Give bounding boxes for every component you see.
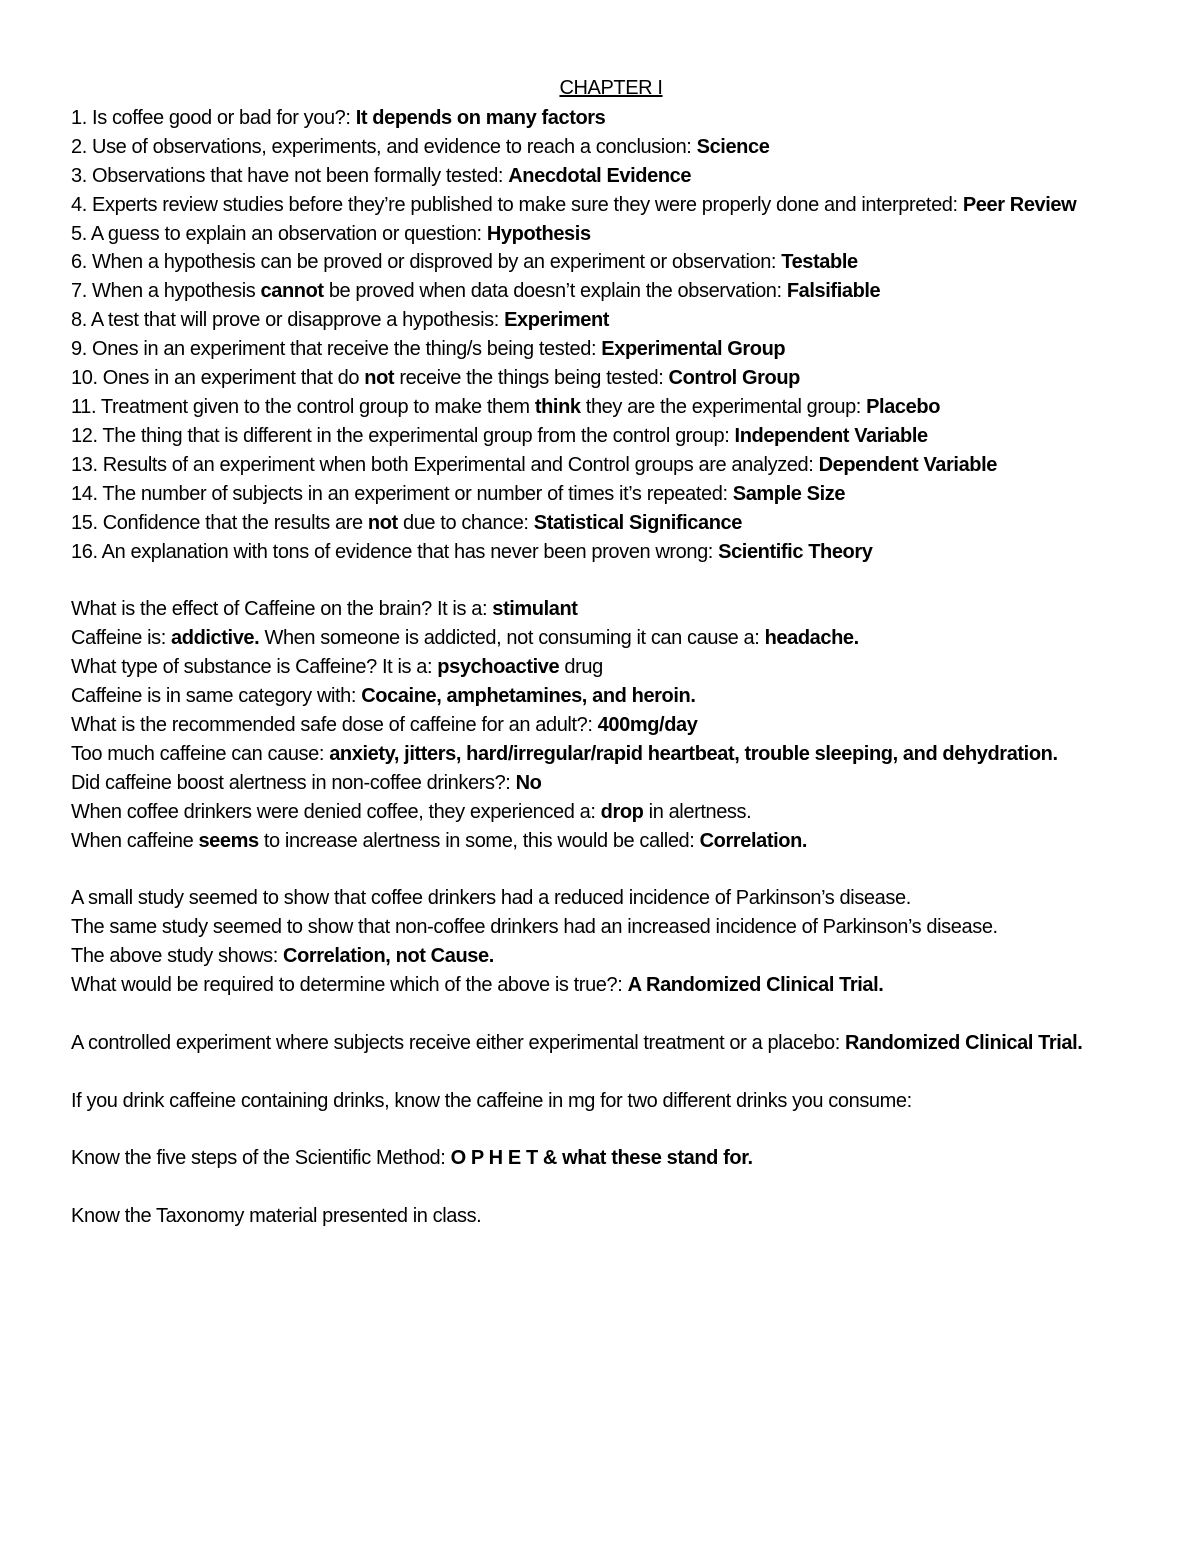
caffeine-section <box>71 595 1151 855</box>
definition-item-5: 5. A guess to explain an observation or question: Hypothesis <box>71 222 591 245</box>
drinks-note: If you drink caffeine containing drinks, know the caffeine in mg for two different drinks you consume: <box>71 1089 912 1112</box>
definition-item-6: 6. When a hypothesis can be proved or disproved by an experiment or observation: Testable <box>71 251 858 274</box>
scientific-method-note: Know the five steps of the Scientific Method: O P H E T & what these stand for. <box>71 1147 753 1170</box>
definition-item-10: 10. Ones in an experiment that do not receive the things being tested: Control Group <box>71 367 800 390</box>
parkinsons-line-2: The same study seemed to show that non-coffee drinkers had an increased incidence of Parkinson’s disease. <box>71 916 998 939</box>
parkinsons-line-4: What would be required to determine which of the above is true?: A Randomized Clinical Trial. <box>71 974 884 997</box>
rct-definition: A controlled experiment where subjects receive either experimental treatment or a placebo: Randomized Clinical Trial. <box>71 1031 1083 1054</box>
definition-item-4: 4. Experts review studies before they’re published to make sure they were properly done and interpreted: Peer Review <box>71 193 1077 216</box>
parkinsons-section <box>71 884 1151 1000</box>
caffeine-line-side-effects: Too much caffeine can cause: anxiety, jitters, hard/irregular/rapid heartbeat, trouble sleeping, and dehydration. <box>71 742 1058 765</box>
definitions-list <box>71 104 1151 567</box>
parkinsons-line-1: A small study seemed to show that coffee drinkers had a reduced incidence of Parkinson’s disease. <box>71 887 911 910</box>
document-page <box>71 74 1151 1231</box>
definition-item-2: 2. Use of observations, experiments, and evidence to reach a conclusion: Science <box>71 135 770 158</box>
definition-item-16: 16. An explanation with tons of evidence that has never been proven wrong: Scientific Theory <box>71 540 873 563</box>
taxonomy-note: Know the Taxonomy material presented in class. <box>71 1205 482 1228</box>
caffeine-line-correlation: When caffeine seems to increase alertness in some, this would be called: Correlation. <box>71 829 808 852</box>
spacer <box>71 1058 1151 1087</box>
definition-item-12: 12. The thing that is different in the experimental group from the control group: Independent Variable <box>71 424 928 447</box>
definition-item-1: 1. Is coffee good or bad for you?: It depends on many factors <box>71 106 606 129</box>
spacer <box>71 1173 1151 1202</box>
definition-item-14: 14. The number of subjects in an experiment or number of times it’s repeated: Sample Size <box>71 482 846 505</box>
definition-item-9: 9. Ones in an experiment that receive the thing/s being tested: Experimental Group <box>71 338 786 361</box>
spacer <box>71 1116 1151 1145</box>
definition-item-3: 3. Observations that have not been formally tested: Anecdotal Evidence <box>71 164 692 187</box>
definition-item-11: 11. Treatment given to the control group to make them think they are the experimental group: Placebo <box>71 395 941 418</box>
definition-item-7: 7. When a hypothesis cannot be proved when data doesn’t explain the observation: Falsifiable <box>71 280 881 303</box>
caffeine-line-alertness: Did caffeine boost alertness in non-coffee drinkers?: No <box>71 771 542 794</box>
caffeine-line-substance: What type of substance is Caffeine? It is a: psychoactive drug <box>71 656 603 679</box>
spacer <box>71 566 1151 595</box>
caffeine-line-dose: What is the recommended safe dose of caffeine for an adult?: 400mg/day <box>71 713 698 736</box>
caffeine-line-effect: What is the effect of Caffeine on the brain? It is a: stimulant <box>71 598 578 621</box>
definition-item-15: 15. Confidence that the results are not due to chance: Statistical Significance <box>71 511 743 534</box>
spacer <box>71 855 1151 884</box>
definition-item-13: 13. Results of an experiment when both Experimental and Control groups are analyzed: Dependent Variable <box>71 453 997 476</box>
caffeine-line-addictive: Caffeine is: addictive. When someone is addicted, not consuming it can cause a: headache. <box>71 627 859 650</box>
caffeine-line-denied: When coffee drinkers were denied coffee, they experienced a: drop in alertness. <box>71 800 752 823</box>
definition-item-8: 8. A test that will prove or disapprove a hypothesis: Experiment <box>71 309 610 332</box>
caffeine-line-category: Caffeine is in same category with: Cocaine, amphetamines, and heroin. <box>71 685 696 708</box>
parkinsons-line-3: The above study shows: Correlation, not Cause. <box>71 945 494 968</box>
chapter-title: CHAPTER I <box>559 77 663 99</box>
spacer <box>71 1000 1151 1029</box>
